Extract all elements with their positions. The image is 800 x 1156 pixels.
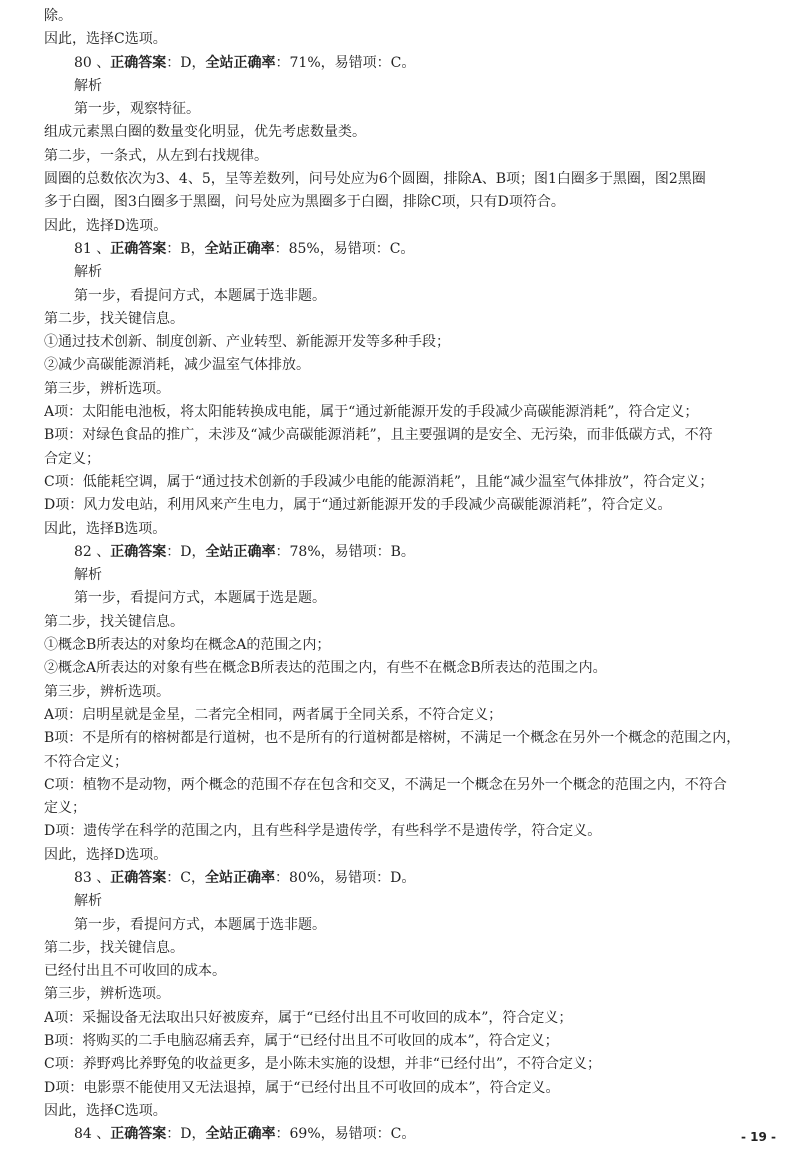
accuracy-rate-label: 全站正确率 [204,240,275,257]
text-line: A项：太阳能电池板，将太阳能转换成电能，属于“通过新能源开发的手段减少高碳能源消耗”，符合定义； [44,404,699,421]
text-line: 解析 [74,264,102,281]
correct-answer-label: 正确答案 [110,869,167,886]
text-line: B项：不是所有的榕树都是行道树，也不是所有的行道树都是榕树，不满足一个概念在另外一个概念的范围之内， [44,730,741,747]
accuracy-rate-label: 全站正确率 [205,54,276,71]
text-line: D项：风力发电站，利用风来产生电力，属于“通过新能源开发的手段减少高碳能源消耗”，符合定义。 [44,497,672,514]
text-line: ②减少高碳能源消耗，减少温室气体排放。 [44,357,310,374]
text-line: D项：遗传学在科学的范围之内，且有些科学是遗传学，有些科学不是遗传学，符合定义。 [44,823,602,840]
correct-answer-value: ：B， [166,240,205,257]
separator: 、 [91,54,111,71]
question-number: 81 [74,240,92,257]
document-body [44,5,784,1147]
text-line: 多于白圈，图3白圈多于黑圈，问号处应为黑圈多于白圈，排除C项，只有D项符合。 [44,194,565,211]
text-line: C项：植物不是动物，两个概念的范围不存在包含和交叉，不满足一个概念在另外一个概念的范围之内，不符合 [44,776,727,793]
text-line: 第二步，找关键信息。 [44,613,184,630]
correct-answer-label: 正确答案 [110,1126,167,1143]
separator: 、 [91,240,111,257]
text-line: 第三步，辨析选项。 [44,986,170,1003]
text-line: B项：对绿色食品的推广，未涉及“减少高碳能源消耗”，且主要强调的是安全、无污染，而非低碳方式，不符 [44,427,713,444]
accuracy-rate-value: ：71%，易错项：C。 [275,54,416,71]
text-line: 第一步，观察特征。 [74,101,200,118]
answer-line [44,52,784,75]
text-line: 第二步，找关键信息。 [44,310,184,327]
text-line: 解析 [74,893,102,910]
text-line: 因此，选择B选项。 [44,520,167,537]
answer-line [44,541,784,564]
text-line: 第一步，看提问方式，本题属于选是题。 [74,590,326,607]
separator: 、 [91,1126,111,1143]
text-line: C项：低能耗空调，属于“通过技术创新的手段减少电能的能源消耗”，且能“减少温室气体排放”，符合定义； [44,473,714,490]
text-line: 不符合定义； [44,753,128,770]
text-line: 已经付出且不可收回的成本。 [44,963,226,980]
text-line: 第一步，看提问方式，本题属于选非题。 [74,287,326,304]
answer-line [44,867,784,890]
text-line: C项：养野鸡比养野兔的收益更多，是小陈未实施的设想，并非“已经付出”，不符合定义； [44,1056,602,1073]
text-line: 定义； [44,800,86,817]
accuracy-rate-value: ：69%，易错项：C。 [275,1126,416,1143]
separator: 、 [91,543,111,560]
text-line: 第一步，看提问方式，本题属于选非题。 [74,916,326,933]
question-number: 80 [74,54,92,71]
correct-answer-label: 正确答案 [110,240,167,257]
question-number: 84 [74,1126,92,1143]
text-line: A项：采掘设备无法取出只好被废弃，属于“已经付出且不可收回的成本”，符合定义； [44,1009,573,1026]
accuracy-rate-value: ：80%，易错项：D。 [275,869,416,886]
correct-answer-value: ：D， [166,543,206,560]
text-line: 第二步，找关键信息。 [44,939,184,956]
text-line: 组成元素黑白圈的数量变化明显，优先考虑数量类。 [44,124,366,141]
text-line: B项：将购买的二手电脑忍痛丢弃，属于“已经付出且不可收回的成本”，符合定义； [44,1033,559,1050]
accuracy-rate-value: ：78%，易错项：B。 [275,543,415,560]
text-line: 合定义； [44,450,100,467]
text-line: 解析 [74,77,102,94]
text-line: D项：电影票不能使用又无法退掉，属于“已经付出且不可收回的成本”，符合定义。 [44,1079,560,1096]
page-number: - 19 - [740,1130,776,1144]
text-line: 因此，选择D选项。 [44,846,168,863]
correct-answer-label: 正确答案 [110,543,167,560]
text-line: 除。 [44,8,72,24]
text-line: 解析 [74,567,102,584]
text-line: 第二步，一条式，从左到右找规律。 [44,147,268,164]
text-line: ①通过技术创新、制度创新、产业转型、新能源开发等多种手段； [44,334,450,351]
text-line: 因此，选择C选项。 [44,1102,167,1119]
accuracy-rate-label: 全站正确率 [205,869,275,886]
correct-answer-label: 正确答案 [110,54,167,71]
text-line: ①概念B所表达的对象均在概念A的范围之内； [44,637,331,654]
question-number: 83 [74,869,92,886]
accuracy-rate-label: 全站正确率 [205,543,276,560]
answer-line [44,238,784,261]
accuracy-rate-value: ：85%，易错项：C。 [274,240,415,257]
text-line: 圆圈的总数依次为3、4、5，呈等差数列，问号处应为6个圆圈，排除A、B项；图1白圈多于黑圈，图2黑圈 [44,171,706,188]
correct-answer-value: ：C， [166,869,205,886]
text-line: ②概念A所表达的对象有些在概念B所表达的范围之内，有些不在概念B所表达的范围之内。 [44,660,607,677]
separator: 、 [91,869,111,886]
answer-line [44,1123,784,1146]
correct-answer-value: ：D， [166,54,206,71]
text-line: 第三步，辨析选项。 [44,380,170,397]
accuracy-rate-label: 全站正确率 [205,1126,276,1143]
text-line: 第三步，辨析选项。 [44,683,170,700]
text-line: 因此，选择C选项。 [44,31,167,48]
question-number: 82 [74,543,92,560]
correct-answer-value: ：D， [166,1126,206,1143]
text-line: A项：启明星就是金星，二者完全相同，两者属于全同关系，不符合定义； [44,706,503,723]
text-line: 因此，选择D选项。 [44,217,168,234]
